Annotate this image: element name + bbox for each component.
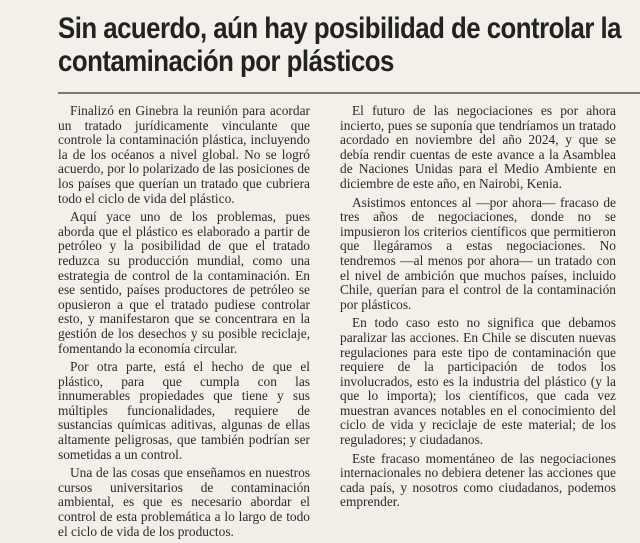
right-column: [340, 104, 616, 514]
headline-line-1: Sin acuerdo, aún hay posibilidad de controlar la: [58, 12, 622, 45]
paragraph: Por otra parte, está el hecho de que el plástico, para que cumpla con las innumerables propiedades que tiene y sus múltiples funcionalidades, requiere de sustancias químicas aditivas, algunas de ellas altamente peligrosas, que también podrían ser sometidas a un control.: [58, 359, 310, 462]
article-headline: [58, 12, 622, 78]
paragraph: Una de las cosas que enseñamos en nuestros cursos universitarios de contaminación ambiental, es que es necesario abordar el control de esta problemática a lo largo de todo el ciclo de vida de los productos.: [58, 465, 310, 539]
paragraph: Aquí yace uno de los problemas, pues aborda que el plástico es elaborado a partir de petróleo y la posibilidad de que el tratado reduzca su producción mundial, como una estrategia de control de la contaminación. En ese sentido, países productores de petróleo se opusieron a que el tratado pudiese controlar esto, y manifestaron que se concentrara en la gestión de los desechos y su posible reciclaje, fomentando la economía circular.: [58, 209, 310, 356]
headline-line-2: contaminación por plásticos: [58, 45, 394, 78]
headline-divider: [58, 92, 640, 94]
paragraph: Este fracaso momentáneo de las negociaciones internacionales no debiera detener las acciones que cada país, y nosotros como ciudadanos, podemos emprender.: [340, 450, 616, 510]
paragraph: En todo caso esto no significa que debamos paralizar las acciones. En Chile se discuten nuevas regulaciones para este tipo de contaminación que requiere de la participación de todos los involucrados, esto es la industria del plástico (y la que lo importa); los científicos, que cada vez muestran avances notables en el conocimiento del ciclo de vida y reciclaje de este material; de los reguladores; y ciudadanos.: [340, 315, 616, 448]
paragraph: El futuro de las negociaciones es por ahora incierto, pues se suponía que tendríamos un tratado acordado en noviembre del año 2024, y que se debía rendir cuentas de este avance a la Asamblea de Naciones Unidas para el Medio Ambiente en diciembre de este año, en Nairobi, Kenia.: [340, 103, 616, 191]
left-column: [58, 104, 310, 543]
paragraph: Asistimos entonces al —por ahora— fracaso de tres años de negociaciones, donde no se impusieron los criterios científicos que permitieron que llegáramos a estas negociaciones. No tendremos —al menos por ahora— un tratado con el nivel de ambición que muchos países, incluido Chile, querían para el control de la contaminación por plásticos.: [340, 194, 616, 312]
paragraph: Finalizó en Ginebra la reunión para acordar un tratado jurídicamente vinculante que controle la contaminación plástica, incluyendo la de los océanos a nivel global. No se logró acuerdo, por lo polarizado de las posiciones de los países que querían un tratado que cubriera todo el ciclo de vida del plástico.: [58, 103, 310, 206]
